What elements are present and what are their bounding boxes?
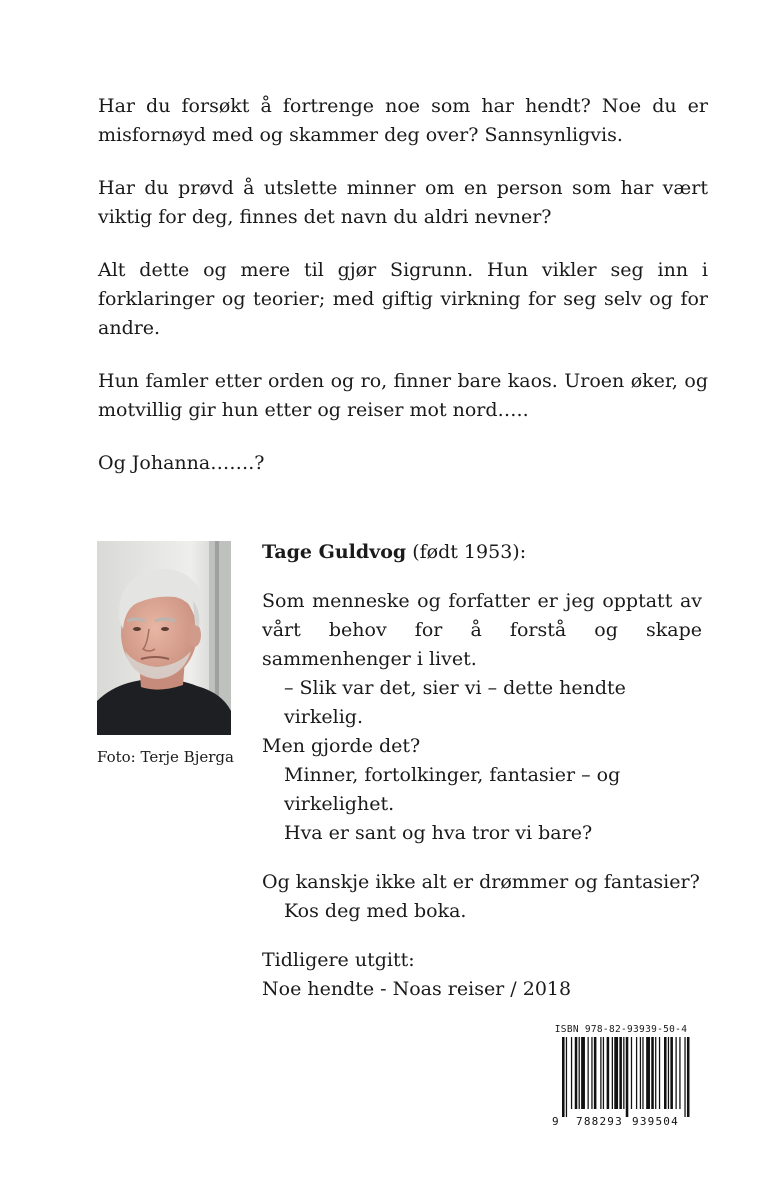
author-bio-line: Og kanskje ikke alt er drømmer og fantasier? [262, 871, 700, 893]
barcode-bar [668, 1037, 669, 1109]
blurb-paragraph: Har du forsøkt å fortrenge noe som har hendt? Noe du er misfornøyd med og skammer deg over? Sannsynligvis. [98, 95, 708, 146]
photo-caption: Foto: Terje Bjerga [97, 748, 234, 766]
barcode-bar [575, 1037, 578, 1109]
barcode-bar [687, 1037, 690, 1117]
barcode-bar [562, 1037, 565, 1117]
blurb-paragraph: Alt dette og mere til gjør Sigrunn. Hun vikler seg inn i forklaringer og teorier; med giftig virkning for seg selv og for andre. [98, 259, 708, 339]
barcode-bar [655, 1037, 656, 1109]
author-name: Tage Guldvog [262, 541, 407, 563]
barcode-bar [659, 1037, 660, 1109]
barcode-bar [675, 1037, 676, 1109]
barcode-bar [603, 1037, 604, 1109]
previous-works-heading: Tidligere utgitt: [262, 949, 415, 971]
barcode-bar [600, 1037, 601, 1109]
barcode-bar [640, 1037, 641, 1109]
barcode-bar [642, 1037, 643, 1109]
author-portrait-illustration [97, 541, 231, 735]
blurb-paragraph: Og Johanna…….? [98, 452, 265, 474]
isbn-barcode [548, 1024, 694, 1128]
previous-work-title: Noe hendte - Noas reiser / 2018 [262, 978, 572, 1000]
barcode-bar [679, 1037, 680, 1109]
author-bio-line: Som menneske og forfatter er jeg opptatt av vårt behov for å forstå og skape sammenhenger i livet. [262, 590, 702, 670]
barcode-bars [548, 1037, 694, 1128]
author-bio [262, 538, 702, 1004]
barcode-bar [566, 1037, 567, 1117]
barcode-bar [591, 1037, 592, 1109]
blurb-paragraph: Hun famler etter orden og ro, finner bare kaos. Uroen øker, og motvillig gir hun etter og reiser mot nord….. [98, 370, 708, 421]
barcode-bar [607, 1037, 610, 1109]
blurb-paragraph: Har du prøvd å utslette minner om en person som har vært viktig for deg, finnes det navn du aldri nevner? [98, 177, 708, 228]
author-bio-line: Kos deg med boka. [284, 900, 467, 922]
author-bio-line: Minner, fortolkinger, fantasier – og virkelighet. [284, 764, 621, 815]
barcode-digit-prefix: 9 [552, 1115, 559, 1128]
isbn-number: ISBN 978-82-93939-50-4 [554, 1024, 688, 1035]
barcode-bar [614, 1037, 618, 1109]
barcode-bar [594, 1037, 597, 1109]
back-cover-blurb [98, 92, 708, 502]
barcode-digits-right: 939504 [632, 1115, 679, 1128]
barcode-bar [579, 1037, 580, 1109]
author-born: (født 1953): [406, 541, 527, 563]
barcode-bar [571, 1037, 572, 1109]
barcode-bar [684, 1037, 685, 1117]
barcode-bar [623, 1037, 624, 1109]
barcode-bar [626, 1037, 629, 1117]
barcode-bar [588, 1037, 589, 1109]
author-photo [97, 541, 231, 735]
barcode-bar [646, 1037, 650, 1109]
author-heading [262, 538, 702, 567]
author-bio-line: – Slik var det, sier vi – dette hendte virkelig. [284, 677, 626, 728]
barcode-bar [631, 1037, 632, 1109]
barcode-bar [651, 1037, 654, 1109]
barcode-bar [612, 1037, 613, 1109]
author-bio-line: Hva er sant og hva tror vi bare? [284, 822, 593, 844]
barcode-digits-left: 788293 [576, 1115, 623, 1128]
barcode-bar [581, 1037, 585, 1109]
barcode-bar [670, 1037, 673, 1109]
barcode-bar [619, 1037, 622, 1109]
barcode-bar [636, 1037, 637, 1109]
author-bio-line: Men gjorde det? [262, 735, 421, 757]
barcode-bar [664, 1037, 667, 1109]
